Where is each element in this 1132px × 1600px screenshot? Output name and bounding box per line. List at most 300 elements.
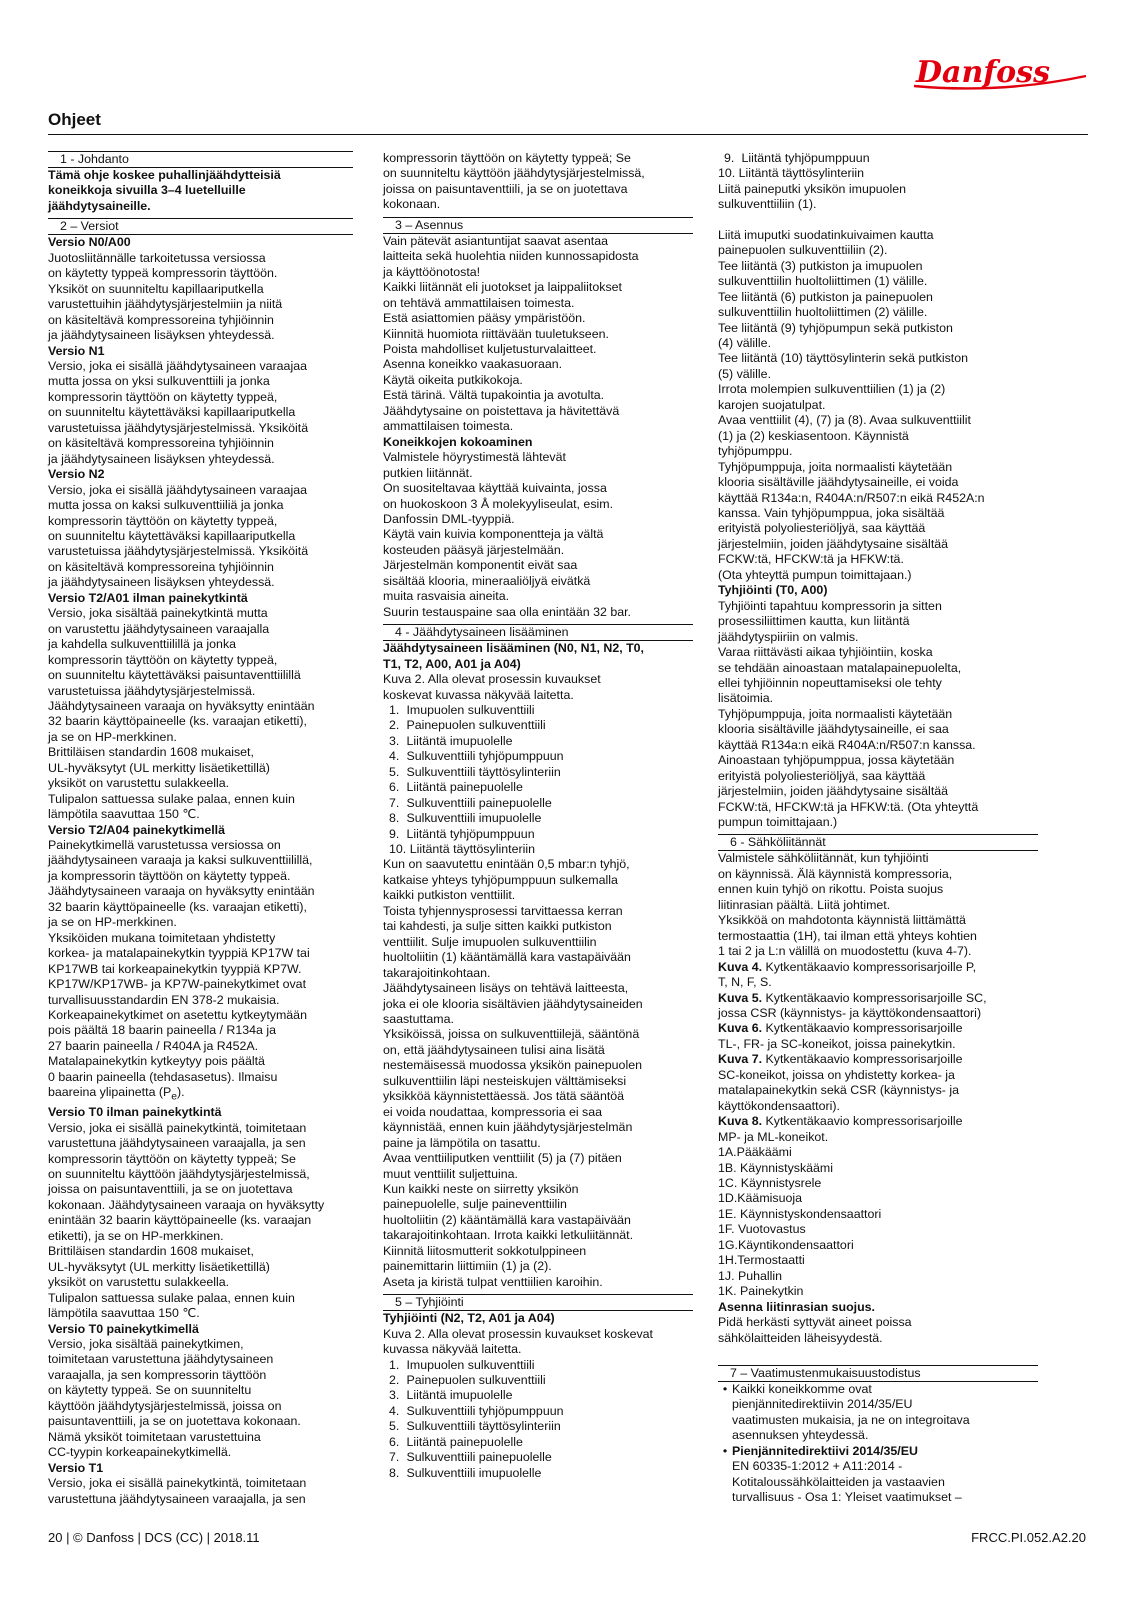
paragraph-line: sulkuventtiilin huoltoliittimen (1) välille. (718, 274, 928, 289)
paragraph-line: Jäähdytysaineen varaaja on hyväksytty enintään (48, 698, 315, 713)
paragraph-line: Brittiläisen standardin 1608 mukaiset, (48, 1244, 254, 1259)
paragraph-line: 10. Liitäntä täyttösylinteriin (718, 166, 865, 181)
paragraph-line: jäähdytyspiiriin on valmis. (718, 629, 859, 644)
paragraph-line: Painekytkimellä varustetussa versiossa on (48, 838, 281, 853)
bullet-continuation: pienjännitedirektiivin 2014/35/EU (732, 1397, 913, 1412)
paragraph-line (48, 1085, 353, 1105)
bullet-continuation: asennuksen yhteydessä. (732, 1428, 869, 1443)
paragraph-line: UL-hyväksytyt (UL merkitty lisäetikettillä) (48, 760, 270, 775)
paragraph-line: Matalapainekytkin kytkeytyy pois päältä (48, 1054, 265, 1069)
paragraph-line: 1D.Käämisuoja (718, 1191, 803, 1206)
paragraph-line: on, että jäähdytysaineen tulisi aina lisätä (383, 1042, 605, 1057)
paragraph-line: Yksiköiden mukana toimitetaan yhdistetty (48, 930, 276, 945)
list-item-number: 2. (389, 718, 400, 733)
figure-caption-text: Kytkentäkaavio kompressorisarjoille (762, 1021, 963, 1036)
list-item-text: Imupuolen sulkuventtiili (406, 702, 535, 717)
section-heading: 7 – Vaatimustenmukaisuustodistus (718, 1365, 1038, 1382)
list-item (383, 1435, 693, 1450)
list-item-text: Imupuolen sulkuventtiili (406, 1357, 535, 1372)
list-item-text: Liitäntä tyhjöpumppuun (741, 151, 870, 165)
figure-caption-text: Kytkentäkaavio kompressorisarjoille P, (762, 959, 977, 974)
section-heading: 4 - Jäähdytysaineen lisääminen (383, 624, 693, 641)
paragraph-line: Irrota molempien sulkuventtiilien (1) ja (2) (718, 382, 946, 397)
paragraph-line: matalapainekytkin sekä CSR (käynnistys- ja (718, 1083, 960, 1098)
paragraph-line: ja se on HP-merkkinen. (48, 915, 177, 930)
paragraph-line: takarajoitinkohtaan. Irrota kaikki letkuliitännät. (383, 1228, 634, 1243)
figure-caption-text: Kytkentäkaavio kompressorisarjoille (762, 1052, 963, 1067)
paragraph-line: varustetuissa jäähdytysjärjestelmissä. (48, 683, 256, 698)
paragraph-line: Tyhjiöinti tapahtuu kompressorin ja sitten (718, 598, 942, 613)
paragraph-line: on suunniteltu käyttöön jäähdytysjärjestelmissä, (383, 166, 645, 181)
paragraph-line: kompressorin täyttöön on käytetty typpeä, (48, 389, 278, 404)
paragraph-line: (Ota yhteyttä pumpun toimittajaan.) (718, 567, 912, 582)
paragraph-line: varustettuna jäähdytysaineen varaajalla, ja sen (48, 1136, 306, 1151)
list-item (383, 1388, 693, 1403)
subheading: Versio T2/A01 ilman painekytkintä (48, 590, 248, 605)
bullet-dot: • (722, 1381, 728, 1396)
paragraph-line: Tee liitäntä (6) putkiston ja painepuolen (718, 289, 933, 304)
logo-wordmark: Danfoss (916, 55, 1050, 90)
paragraph-line: huoltoliitin (1) kääntämällä kara vastapäivään (383, 950, 631, 965)
list-item-text: Liitäntä painepuolelle (406, 780, 523, 795)
paragraph-line: painepuolelle, sulje paineventtiilin (383, 1197, 567, 1212)
list-item-text: Liitäntä imupuolelle (406, 1388, 513, 1403)
paragraph-line: Avaa venttiilit (4), (7) ja (8). Avaa sulkuventtiilit (718, 413, 971, 428)
paragraph-line: sulkuventtiilin läpi nesteiskujen välttämiseksi (383, 1073, 627, 1088)
paragraph-line: kokonaan. (383, 197, 441, 212)
paragraph-line: Varaa riittävästi aikaa tyhjiöintiin, koska (718, 645, 933, 660)
paragraph-line: Avaa venttiiliputken venttiilit (5) ja (7) pitäen (383, 1151, 622, 1166)
list-item-text: Painepuolen sulkuventtiili (406, 718, 546, 733)
list-item (718, 151, 1038, 166)
paragraph-line: huoltoliitin (2) kääntämällä kara vastapäivään (383, 1212, 631, 1227)
paragraph-line: sulkuventtiilin huoltoliittimen (2) välille. (718, 305, 928, 320)
list-item-text: Sulkuventtiili imupuolelle (406, 811, 542, 826)
figure-caption (718, 960, 1038, 975)
paragraph-text: baareina ylipainetta (P (48, 1085, 172, 1100)
paragraph-line: Estä asiattomien pääsy ympäristöön. (383, 311, 586, 326)
paragraph-line: varustetuissa jäähdytysjärjestelmissä. Yksiköitä (48, 420, 309, 435)
paragraph-line: Liitä imuputki suodatinkuivaimen kautta (718, 227, 934, 242)
paragraph-line: Kuva 2. Alla olevat prosessin kuvaukset koskevat (383, 1326, 653, 1341)
paragraph-line: 1 tai 2 ja L:n välillä on muodostettu (kuva 4-7). (718, 944, 972, 959)
paragraph-line: käyttää R134a:n, R404A:n/R507:n eikä R452A:n (718, 490, 985, 505)
section-heading: 3 – Asennus (383, 217, 693, 234)
subheading: Versio T1 (48, 1460, 104, 1475)
paragraph-line: on käsiteltävä kompressoreina tyhjiöinnin (48, 559, 274, 574)
list-item-text: Sulkuventtiili tyhjöpumppuun (406, 1403, 564, 1418)
paragraph-line: termostaattia (1H), tai ilman että yhteys kohtien (718, 928, 977, 943)
figure-caption-text: Kytkentäkaavio kompressorisarjoille SC, (762, 990, 987, 1005)
paragraph-line: Kiinnitä liitosmutterit sokkotulppineen (383, 1243, 587, 1258)
paragraph-line: putkien liitännät. (383, 465, 473, 480)
paragraph-line: 32 baarin käyttöpaineelle (ks. varaajan etiketti), (48, 714, 307, 729)
list-item-text: Liitäntä tyhjöpumppuun (406, 826, 535, 841)
column-2 (383, 151, 693, 1481)
paragraph-line: Käytä oikeita putkikokoja. (383, 372, 523, 387)
paragraph-line: varustettuihin jäähdytysjärjestelmiin ja niitä (48, 297, 283, 312)
paragraph-line: muut venttiilit suljettuina. (383, 1166, 518, 1181)
paragraph-line: Vain pätevät asiantuntijat saavat asentaa (383, 233, 609, 248)
paragraph-line: on käsiteltävä kompressoreina tyhjiöinnin (48, 436, 274, 451)
bullet-text: Kaikki koneikkomme ovat (732, 1381, 872, 1396)
paragraph-line: koskevat kuvassa näkyvää laitetta. (383, 687, 574, 702)
paragraph-line: kuvassa näkyvää laitetta. (383, 1342, 522, 1357)
paragraph-line: On suositeltavaa käyttää kuivainta, jossa (383, 481, 607, 496)
figure-caption (718, 1021, 1038, 1036)
paragraph-line: on varustettu jäähdytysaineen varaajalla (48, 621, 270, 636)
subheading: Tyhjiöinti (N2, T2, A01 ja A04) (383, 1311, 555, 1326)
paragraph-line: on käsiteltävä kompressoreina tyhjiöinnin (48, 312, 274, 327)
figure-caption (718, 1114, 1038, 1129)
spacer (718, 1346, 1038, 1361)
list-item-number: 9. (389, 826, 400, 841)
paragraph-line: SC-koneikot, joissa on yhdistetty korkea- ja (718, 1067, 955, 1082)
list-item-number: 6. (389, 780, 400, 795)
paragraph-line: Toista tyhjennysprosessi tarvittaessa kerran (383, 903, 623, 918)
column-3 (718, 151, 1038, 1506)
subheading: Tyhjiöinti (T0, A00) (718, 583, 828, 598)
paragraph-line: kokonaan. Jäähdytysaineen varaaja on hyväksytty (48, 1197, 325, 1212)
list-item-text: Sulkuventtiili täyttösylinteriin (406, 1419, 561, 1434)
paragraph-line: 0 baarin paineella (tehdasasetus). Ilmaisu (48, 1069, 278, 1084)
subheading: Asenna liitinrasian suojus. (718, 1299, 875, 1314)
list-item (383, 1358, 693, 1373)
list-item-text: Liitäntä painepuolelle (406, 1434, 523, 1449)
paragraph-line: joissa on paisuntaventtiili, ja se on juotettava (383, 181, 628, 196)
figure-label: Kuva 4. (718, 959, 763, 974)
paragraph-line: tyhjöpumppu. (718, 444, 793, 459)
paragraph-line: mutta jossa on yksi sulkuventtiili ja jonka (48, 374, 270, 389)
section-heading: 2 – Versiot (48, 218, 353, 235)
paragraph-line: Brittiläisen standardin 1608 mukaiset, (48, 745, 254, 760)
paragraph-line: enintään 32 baarin käyttöpaineelle (ks. varaajan (48, 1213, 312, 1228)
paragraph-line: Tee liitäntä (9) tyhjöpumpun sekä putkiston (718, 320, 953, 335)
paragraph-line: yksiköt on varustettu sulakkeella. (48, 1275, 230, 1290)
paragraph-line: Versio, joka ei sisällä jäähdytysaineen varaajaa (48, 358, 307, 373)
paragraph-line: FCKW:tä, HFCKW:tä ja HFKW:tä. (718, 552, 904, 567)
paragraph-line: Liitä paineputki yksikön imupuolen (718, 181, 907, 196)
list-item (383, 811, 693, 826)
list-item-number: 4. (389, 749, 400, 764)
paragraph-line: Kuva 2. Alla olevat prosessin kuvaukset (383, 672, 601, 687)
paragraph-line: ammattilaisen toimesta. (383, 419, 514, 434)
paragraph-line: 1G.Käyntikondensaattori (718, 1237, 854, 1252)
paragraph-line: etiketti), ja se on HP-merkkinen. (48, 1228, 224, 1243)
list-item (383, 749, 693, 764)
list-item (383, 1466, 693, 1481)
bullet-continuation: turvallisuus - Osa 1: Yleiset vaatimukset – (732, 1490, 962, 1505)
paragraph-line: jäähdytysaineen varaaja ja kaksi sulkuventtiilillä, (48, 853, 313, 868)
paragraph-line: ennen kuin tyhjö on rikottu. Poista suojus (718, 882, 944, 897)
subheading: Versio T0 painekytkimellä (48, 1321, 199, 1336)
list-item-text: Sulkuventtiili tyhjöpumppuun (406, 749, 564, 764)
subheading: Versio T2/A04 painekytkimellä (48, 822, 226, 837)
paragraph-line: Suurin testauspaine saa olla enintään 32 bar. (383, 604, 631, 619)
list-item (383, 1450, 693, 1465)
paragraph-line: Kun on saavutettu enintään 0,5 mbar:n tyhjö, (383, 857, 630, 872)
paragraph-line: kompressorin täyttöön on käytetty typpeä, (48, 513, 278, 528)
paragraph-line: Estä tärinä. Vältä tupakointia ja avotulta. (383, 388, 605, 403)
paragraph-line: Asenna koneikko vaakasuoraan. (383, 357, 563, 372)
paragraph-line: Käytä vain kuivia komponentteja ja vältä (383, 527, 604, 542)
paragraph-line: järjestelmiin, joiden jäähdytysaine sisältää (718, 784, 949, 799)
list-item-number: 3. (389, 733, 400, 748)
list-item (383, 780, 693, 795)
list-item (383, 827, 693, 842)
paragraph-line: kompressorin täyttöön on käytetty typpeä; Se (383, 151, 631, 165)
list-item-number: 5. (389, 1419, 400, 1434)
paragraph-line: 27 baarin paineella / R404A ja R452A. (48, 1038, 259, 1053)
paragraph-line: Kun kaikki neste on siirretty yksikön (383, 1182, 579, 1196)
paragraph-line: kompressorin täyttöön on käytetty typpeä; Se (48, 1151, 296, 1166)
paragraph-text: ). (177, 1085, 185, 1100)
paragraph-line: takarajoitinkohtaan. (383, 965, 491, 980)
paragraph-line: Valmistele sähköliitännät, kun tyhjiöinti (718, 851, 929, 866)
paragraph-line: ja jäähdytysaineen lisäyksen yhteydessä. (48, 575, 275, 590)
paragraph-line: Ainoastaan tyhjöpumppua, jossa käytetään (718, 753, 955, 768)
page-title: Ohjeet (48, 110, 101, 129)
paragraph-line: Tee liitäntä (10) täyttösylinterin sekä putkiston (718, 351, 969, 366)
paragraph-line: toimitetaan varustettuna jäähdytysaineen (48, 1352, 274, 1367)
paragraph-line: on suunniteltu käyttöön jäähdytysjärjestelmissä, (48, 1167, 310, 1182)
paragraph-line: Yksiköt on suunniteltu kapillaariputkella (48, 281, 264, 296)
list-item (383, 718, 693, 733)
section-heading: 6 - Sähköliitännät (718, 834, 1038, 851)
paragraph-line: laitteita sekä huolehtia niiden kunnossapidosta (383, 249, 639, 264)
list-item (383, 703, 693, 718)
paragraph-line: Danfossin DML-tyyppiä. (383, 511, 515, 526)
paragraph-line: klooria sisältäville jäähdytysaineille, ei voida (718, 475, 959, 490)
paragraph-line: varustetuissa jäähdytysjärjestelmissä. Yksiköitä (48, 544, 309, 559)
figure-caption (718, 991, 1038, 1006)
paragraph-line: T, N, F, S. (718, 975, 772, 990)
paragraph-line: MP- ja ML-koneikot. (718, 1129, 829, 1144)
section-heading: 1 - Johdanto (48, 151, 353, 168)
paragraph-line: Tyhjöpumppuja, joita normaalisti käytetään (718, 706, 953, 721)
paragraph-line: ellei tyhjiöinnin nopeuttamiseksi ole tehty (718, 675, 942, 690)
paragraph-line: kompressorin täyttöön on käytetty typpeä, (48, 652, 278, 667)
paragraph-line: korkea- ja matalapainekytkin tyyppiä KP17W tai (48, 946, 310, 961)
list-item-text: Sulkuventtiili täyttösylinteriin (406, 764, 561, 779)
paragraph-line: lisätoimia. (718, 691, 774, 706)
paragraph-line: kosteuden pääsyä järjestelmään. (383, 542, 565, 557)
paragraph-line: se tehdään ainoastaan matalapainepuolelta, (718, 660, 962, 675)
paragraph-line: pumpun toimittajaan.) (718, 815, 838, 830)
paragraph-line: varaajalla, ja sen kompressorin täyttöön (48, 1367, 267, 1382)
paragraph-line: Tee liitäntä (3) putkiston ja imupuolen (718, 258, 923, 273)
paragraph-line: katkaise yhteys tyhjöpumppuun sulkemalla (383, 872, 618, 887)
danfoss-logo (910, 50, 1090, 94)
paragraph-line: muita rasvaisia aineita. (383, 589, 510, 604)
paragraph-line: on huokoskoon 3 Å molekyyliseulat, esim. (383, 496, 614, 511)
paragraph-line: paisuntaventtiili, ja se on juotettava kokonaan. (48, 1414, 301, 1429)
subheading: Jäähdytysaineen lisääminen (N0, N1, N2, T0, (383, 641, 644, 656)
paragraph-line: CC-tyypin korkeapainekytkimellä. (48, 1445, 232, 1460)
list-item-number: 4. (389, 1403, 400, 1418)
paragraph-line: (5) välille. (718, 366, 772, 381)
bullet-item (718, 1382, 1038, 1397)
intro-text: jäähdytysaineille. (48, 198, 151, 213)
paragraph-line: ja se on HP-merkkinen. (48, 729, 177, 744)
paragraph-line: FCKW:tä, HFCKW:tä ja HFKW:tä. (Ota yhteyttä (718, 799, 979, 814)
list-item-number: 1. (389, 702, 400, 717)
paragraph-line: käyttää R134a:n eikä R404A:n/R507:n kanssa. (718, 737, 976, 752)
list-item-text: Painepuolen sulkuventtiili (406, 1372, 546, 1387)
list-item-number: 9. (724, 151, 735, 165)
paragraph-line: saastuttama. (383, 1012, 454, 1027)
paragraph-line: joissa on paisuntaventtiili, ja se on juotettava (48, 1182, 293, 1197)
subheading: Koneikkojen kokoaminen (383, 434, 533, 449)
section-heading: 5 – Tyhjiöinti (383, 1294, 693, 1311)
list-item-number: 1. (389, 1357, 400, 1372)
paragraph-line: UL-hyväksytyt (UL merkitty lisäetikettillä) (48, 1259, 270, 1274)
paragraph-line: lämpötila saavuttaa 150 ℃. (48, 807, 200, 822)
list-item-number: 10. (389, 842, 407, 857)
paragraph-line: on käytetty typpeä. Se on suunniteltu (48, 1383, 252, 1398)
subheading: Versio N2 (48, 467, 105, 482)
paragraph-line: ja kompressorin täyttöön on käytetty typpeä. (48, 868, 291, 883)
figure-caption (718, 1052, 1038, 1067)
list-item-number: 8. (389, 811, 400, 826)
paragraph-line: mutta jossa on kaksi sulkuventtiiliä ja jonka (48, 498, 284, 513)
paragraph-line: Nämä yksiköt toimitetaan varustettuina (48, 1429, 261, 1444)
subheading: T1, T2, A00, A01 ja A04) (383, 656, 521, 671)
paragraph-line: on suunniteltu käytettäväksi paisuntaventtiilillä (48, 668, 301, 683)
paragraph-line: Versio, joka sisältää painekytkimen, (48, 1337, 244, 1351)
paragraph-line: klooria sisältäville jäähdytysaineille, ei saa (718, 722, 949, 737)
list-item-text: Sulkuventtiili painepuolelle (406, 1450, 552, 1465)
paragraph-line: joka ei ole klooria sisältävien jäähdytysaineiden (383, 996, 643, 1011)
subheading: Versio T0 ilman painekytkintä (48, 1105, 222, 1120)
paragraph-line: Jäähdytysaineen varaaja on hyväksytty enintään (48, 884, 315, 899)
paragraph-line: on suunniteltu käytettäväksi kapillaariputkella (48, 405, 296, 420)
paragraph-line: Yksikköä on mahdotonta käynnistä liittämättä (718, 913, 966, 928)
bullet-dot: • (722, 1443, 728, 1458)
list-item (383, 842, 693, 857)
list-item-number: 8. (389, 1465, 400, 1480)
figure-label: Kuva 7. (718, 1052, 763, 1067)
paragraph-line: 1H.Termostaatti (718, 1253, 805, 1268)
bullet-text: Pienjännitedirektiivi 2014/35/EU (732, 1443, 918, 1458)
paragraph-line: (4) välille. (718, 335, 772, 350)
bullet-continuation: vaatimusten mukaisia, ja ne on integroitava (732, 1412, 970, 1427)
paragraph-line: kaikki putkiston venttiilit. (383, 888, 516, 903)
paragraph-line: ja käyttöönotosta! (383, 264, 481, 279)
list-item-number: 7. (389, 1450, 400, 1465)
paragraph-line: 1A.Pääkäämi (718, 1145, 792, 1160)
paragraph-line: erityistä polyoliesteriöljyä, saa käyttää (718, 521, 926, 536)
paragraph-line: yksiköt on varustettu sulakkeella. (48, 776, 230, 791)
paragraph-line: Järjestelmän komponentit eivät saa (383, 558, 578, 573)
paragraph-line: Kaikki liitännät eli juotokset ja laippaliitokset (383, 280, 622, 295)
paragraph-line: 1J. Puhallin (718, 1268, 783, 1283)
column-1 (48, 151, 353, 1507)
paragraph-line: TL-, FR- ja SC-koneikot, joissa painekytkin. (718, 1036, 956, 1051)
list-item-number: 3. (389, 1388, 400, 1403)
paragraph-line: on tehtävä ammattilaisen toimesta. (383, 295, 575, 310)
paragraph-line: 1E. Käynnistyskondensaattori (718, 1206, 882, 1221)
bullet-continuation: EN 60335-1:2012 + A11:2014 - (732, 1459, 903, 1474)
intro-text: Tämä ohje koskee puhallinjäähdytteisiä (48, 168, 281, 182)
list-item-number: 5. (389, 764, 400, 779)
figure-label: Kuva 6. (718, 1021, 763, 1036)
list-item (383, 796, 693, 811)
footer-doc-code: FRCC.PI.052.A2.20 (971, 1530, 1086, 1545)
list-item-number: 7. (389, 795, 400, 810)
paragraph-line: ja jäähdytysaineen lisäyksen yhteydessä. (48, 451, 275, 466)
title-rule (48, 134, 1088, 135)
paragraph-line: KP17W/KP17WB- ja KP7W-painekytkimet ovat (48, 977, 307, 992)
paragraph-line: Versio, joka ei sisällä painekytkintä, toimitetaan (48, 1476, 307, 1491)
paragraph-line: varustettuna jäähdytysaineen varaajalla, ja sen (48, 1491, 306, 1506)
paragraph-line: sähkölaitteiden läheisyydestä. (718, 1330, 883, 1345)
list-item (383, 1404, 693, 1419)
figure-label: Kuva 5. (718, 990, 763, 1005)
paragraph-line: Kiinnitä huomiota riittävään tuuletukseen. (383, 326, 609, 341)
paragraph-line: käynnistää, ennen kuin jäähdytysjärjestelmän (383, 1120, 633, 1135)
list-item (383, 1419, 693, 1434)
paragraph-line: on käytetty typpeä kompressorin täyttöön. (48, 266, 278, 281)
paragraph-line: (1) ja (2) keskiasentoon. Käynnistä (718, 428, 909, 443)
paragraph-line: KP17WB tai korkeapainekytkin tyyppiä KP7W. (48, 961, 302, 976)
paragraph-line: Poista mahdolliset kuljetusturvalaitteet. (383, 341, 597, 356)
paragraph-line: pois päältä 18 baarin paineella / R134a ja (48, 1023, 277, 1038)
subheading: Versio N1 (48, 343, 105, 358)
paragraph-line: erityistä polyoliesteriöljyä, saa käyttää (718, 768, 926, 783)
spacer (718, 213, 1038, 228)
paragraph-line: liitinrasian päältä. Liitä johtimet. (718, 897, 891, 912)
paragraph-line: sulkuventtiiliin (1). (718, 197, 817, 212)
paragraph-line: prosessiliittimen kautta, kun liitäntä (718, 614, 910, 629)
bullet-continuation: Kotitaloussähkölaitteiden ja vastaavien (732, 1474, 945, 1489)
list-item-text: Sulkuventtiili painepuolelle (406, 795, 552, 810)
list-item-text: Sulkuventtiili imupuolelle (406, 1465, 542, 1480)
paragraph-line: Jäähdytysaineen lisäys on tehtävä laitteesta, (383, 981, 629, 996)
paragraph-line: on suunniteltu käytettäväksi kapillaariputkella (48, 528, 296, 543)
paragraph-line: lämpötila saavuttaa 150 ℃. (48, 1306, 200, 1321)
list-item-number: 6. (389, 1434, 400, 1449)
paragraph-line: Versio, joka sisältää painekytkintä mutta (48, 606, 268, 621)
list-item-text: Liitäntä täyttösylinteriin (409, 842, 536, 857)
paragraph-line: ei voida noudattaa, kompressoria ei saa (383, 1104, 603, 1119)
paragraph-line: 32 baarin käyttöpaineelle (ks. varaajan etiketti), (48, 899, 307, 914)
paragraph-line: nestemäisessä muodossa yksikön painepuolen (383, 1058, 642, 1073)
paragraph-line: turvallisuusstandardin EN 378-2 mukaisia. (48, 992, 280, 1007)
paragraph-line: on käynnissä. Älä käynnistä kompressoria, (718, 866, 953, 881)
paragraph-line: kanssa. Vain tyhjöpumppua, joka sisältää (718, 505, 945, 520)
paragraph-line: Pidä herkästi syttyvät aineet poissa (718, 1315, 912, 1330)
paragraph-line: järjestelmiin, joiden jäähdytysaine sisältää (718, 536, 949, 551)
paragraph-line: ja kahdella sulkuventtiilillä ja jonka (48, 637, 237, 652)
bullet-item (718, 1444, 1038, 1459)
footer-page-info: 20 | © Danfoss | DCS (CC) | 2018.11 (48, 1530, 260, 1545)
figure-label: Kuva 8. (718, 1114, 763, 1129)
paragraph-line: Tulipalon sattuessa sulake palaa, ennen kuin (48, 1290, 295, 1305)
paragraph-line: painemittarin liittimiin (1) ja (2). (383, 1259, 552, 1274)
paragraph-line: Korkeapainekytkimet on asetettu kytkeytymään (48, 1008, 307, 1023)
paragraph-line: yksikköä käynnistettäessä. Jos tätä sääntöä (383, 1089, 625, 1104)
paragraph-line: Yksiköissä, joissa on sulkuventtiilejä, sääntönä (383, 1027, 640, 1042)
subscript: e (171, 1091, 178, 1103)
subheading: Versio N0/A00 (48, 235, 131, 250)
paragraph-line: painepuolen sulkuventtiiliin (2). (718, 243, 888, 258)
paragraph-line: Aseta ja kiristä tulpat venttiilien karoihin. (383, 1274, 603, 1289)
paragraph-line: tai kahdesti, ja sulje sitten kaikki putkiston (383, 919, 612, 934)
paragraph-line: karojen suojatulpat. (718, 397, 826, 412)
paragraph-line: Jäähdytysaine on poistettava ja hävitettävä (383, 403, 620, 418)
figure-caption-text: Kytkentäkaavio kompressorisarjoille (762, 1114, 963, 1129)
